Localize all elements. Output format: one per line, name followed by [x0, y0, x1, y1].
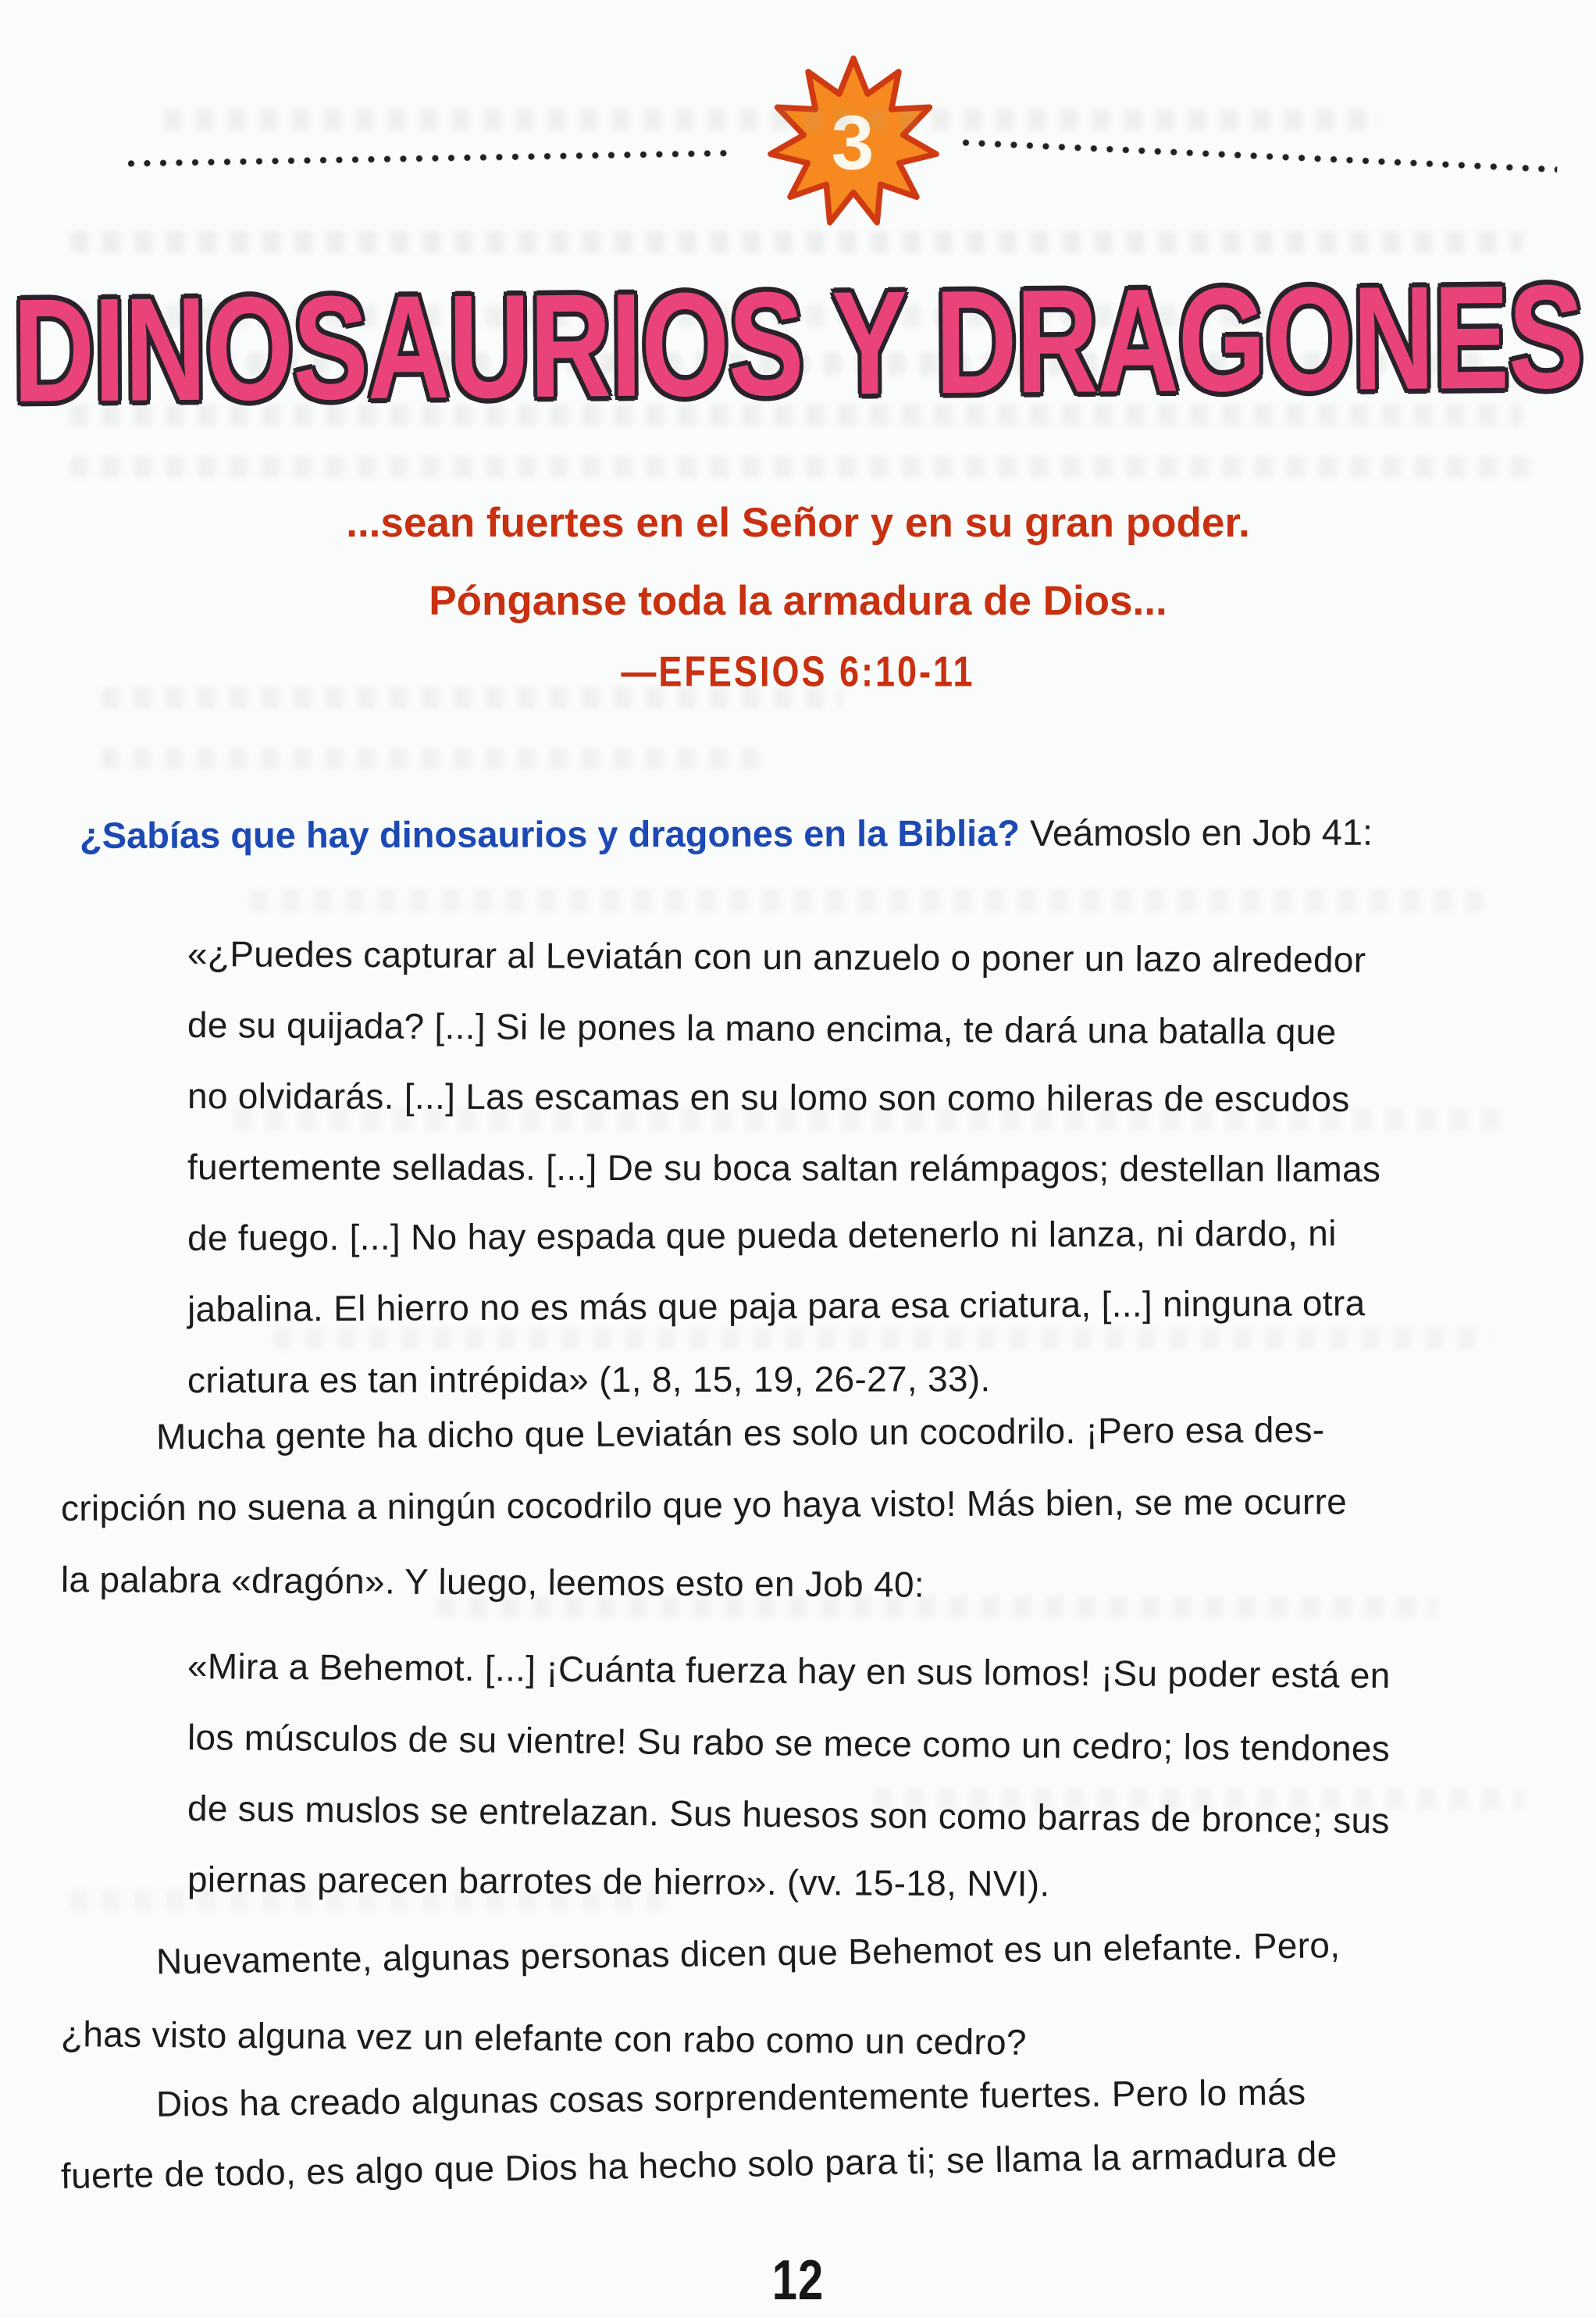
quote-line: «Mira a Behemot. [...] ¡Cuánta fuerza hay en sus lomos! ¡Su poder está en — [187, 1646, 1391, 1696]
paragraph-line: fuerte de todo, es algo que Dios ha hecho solo para ti; se llama la armadura de — [60, 2133, 1338, 2196]
page-number: 12 — [771, 2248, 825, 2313]
bleedthrough-smudge — [250, 890, 1484, 911]
intro-rest: Veámoslo en Job 41: — [1019, 811, 1373, 854]
verse-line-1: ...sean fuertes en el Señor y en su gran poder. — [346, 500, 1250, 546]
quote-line: de su quijada? [...] Si le pones la mano encima, te dará una batalla que — [187, 1004, 1337, 1052]
paragraph-line: Mucha gente ha dicho que Leviatán es solo un cocodrilo. ¡Pero esa des- — [155, 1409, 1325, 1457]
paragraph-line: la palabra «dragón». Y luego, leemos esto en Job 40: — [60, 1559, 925, 1605]
body-paragraph-3 — [61, 2070, 1338, 2212]
paragraph-line: cripción no suena a ningún cocodrilo que yo haya visto! Más bien, se me ocurre — [60, 1481, 1348, 1528]
scripture-quote-job41 — [187, 918, 1380, 1416]
intro-line — [80, 808, 1548, 859]
verse-line-2: Pónganse toda la armadura de Dios... — [429, 578, 1167, 624]
body-paragraph-1 — [61, 1402, 1347, 1615]
chapter-number: 3 — [831, 99, 875, 186]
chapter-starburst-icon — [761, 48, 946, 236]
quote-line: no olvidarás. [...] Las escamas en su lomo son como hileras de escudos — [187, 1075, 1350, 1119]
verse-reference: —EFESIOS 6:10-11 — [621, 647, 975, 696]
paragraph-line: ¿has visto alguna vez un elefante con rabo como un cedro? — [60, 2013, 1028, 2063]
paragraph-line: Dios ha creado algunas cosas sorprendentemente fuertes. Pero lo más — [155, 2071, 1306, 2124]
chapter-title: DINOSAURIOS Y DRAGONES — [12, 254, 1584, 433]
quote-line: de fuego. [...] No hay espada que pueda detenerlo ni lanza, ni dardo, ni — [187, 1212, 1337, 1258]
quote-line: jabalina. El hierro no es más que paja para esa criatura, [...] ninguna otra — [187, 1282, 1366, 1329]
dotted-divider-right — [962, 138, 1558, 174]
dotted-divider-left — [127, 148, 732, 168]
quote-line: piernas parecen barrotes de hierro». (vv. 15-18, NVI). — [187, 1859, 1050, 1904]
memory-verse — [0, 484, 1596, 696]
body-paragraph-2 — [60, 1924, 1341, 2070]
intro-question: ¿Sabías que hay dinosaurios y dragones en la Biblia? — [79, 811, 1021, 856]
quote-line: fuertemente selladas. [...] De su boca saltan relámpagos; destellan llamas — [187, 1147, 1381, 1189]
quote-line: criatura es tan intrépida» (1, 8, 15, 19, 26-27, 33). — [187, 1358, 991, 1400]
paragraph-line: Nuevamente, algunas personas dicen que Behemot es un elefante. Pero, — [155, 1924, 1341, 1982]
quote-line: de sus muslos se entrelazan. Sus huesos son como barras de bronce; sus — [187, 1788, 1391, 1842]
quote-line: «¿Puedes capturar al Leviatán con un anzuelo o poner un lazo alrededor — [187, 933, 1366, 980]
quote-line: los músculos de su vientre! Su rabo se mece como un cedro; los tendones — [187, 1717, 1391, 1769]
scripture-quote-job40 — [187, 1631, 1391, 1915]
bleedthrough-smudge — [70, 456, 1530, 477]
bleedthrough-smudge — [102, 748, 773, 769]
